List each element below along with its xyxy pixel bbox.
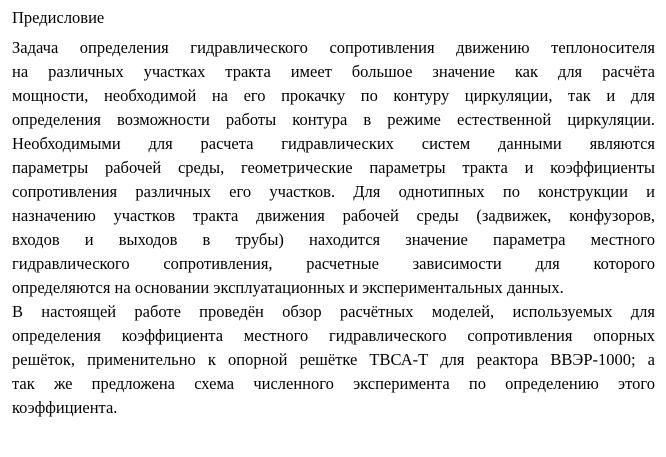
text-line: параметры рабочей среды, геометрические параметры тракта и коэффициенты xyxy=(12,158,655,177)
text-line: мощности, необходимой на его прокачку по контуру циркуляции, так и для xyxy=(12,86,655,105)
document-heading: Предисловие xyxy=(12,8,105,27)
text-line: входов и выходов в трубы) находится значение параметра местного xyxy=(12,230,655,249)
text-line: определения коэффициента местного гидравлического сопротивления опорных xyxy=(12,326,655,345)
text-line: коэффициента. xyxy=(12,398,118,417)
text-line: решёток, применительно к опорной решётке ТВСА-Т для реактора ВВЭР-1000; а xyxy=(12,350,655,369)
text-line: сопротивления различных его участков. Для однотипных по конструкции и xyxy=(12,182,655,201)
text-line: назначению участков тракта движения рабочей среды (задвижек, конфузоров, xyxy=(12,206,655,225)
text-line: гидравлического сопротивления, расчетные зависимости для которого xyxy=(12,254,655,273)
text-line: Необходимыми для расчета гидравлических систем данными являются xyxy=(12,134,655,153)
text-line: на различных участках тракта имеет большое значение как для расчёта xyxy=(12,62,655,81)
text-line: Задача определения гидравлического сопротивления движению теплоносителя xyxy=(12,38,655,57)
text-line: В настоящей работе проведён обзор расчётных моделей, используемых для xyxy=(12,302,655,321)
text-line: так же предложена схема численного эксперимента по определению этого xyxy=(12,374,655,393)
text-line: определяются на основании эксплуатационных и экспериментальных данных. xyxy=(12,278,564,297)
text-line: определения возможности работы контура в режиме естественной циркуляции. xyxy=(12,110,655,129)
